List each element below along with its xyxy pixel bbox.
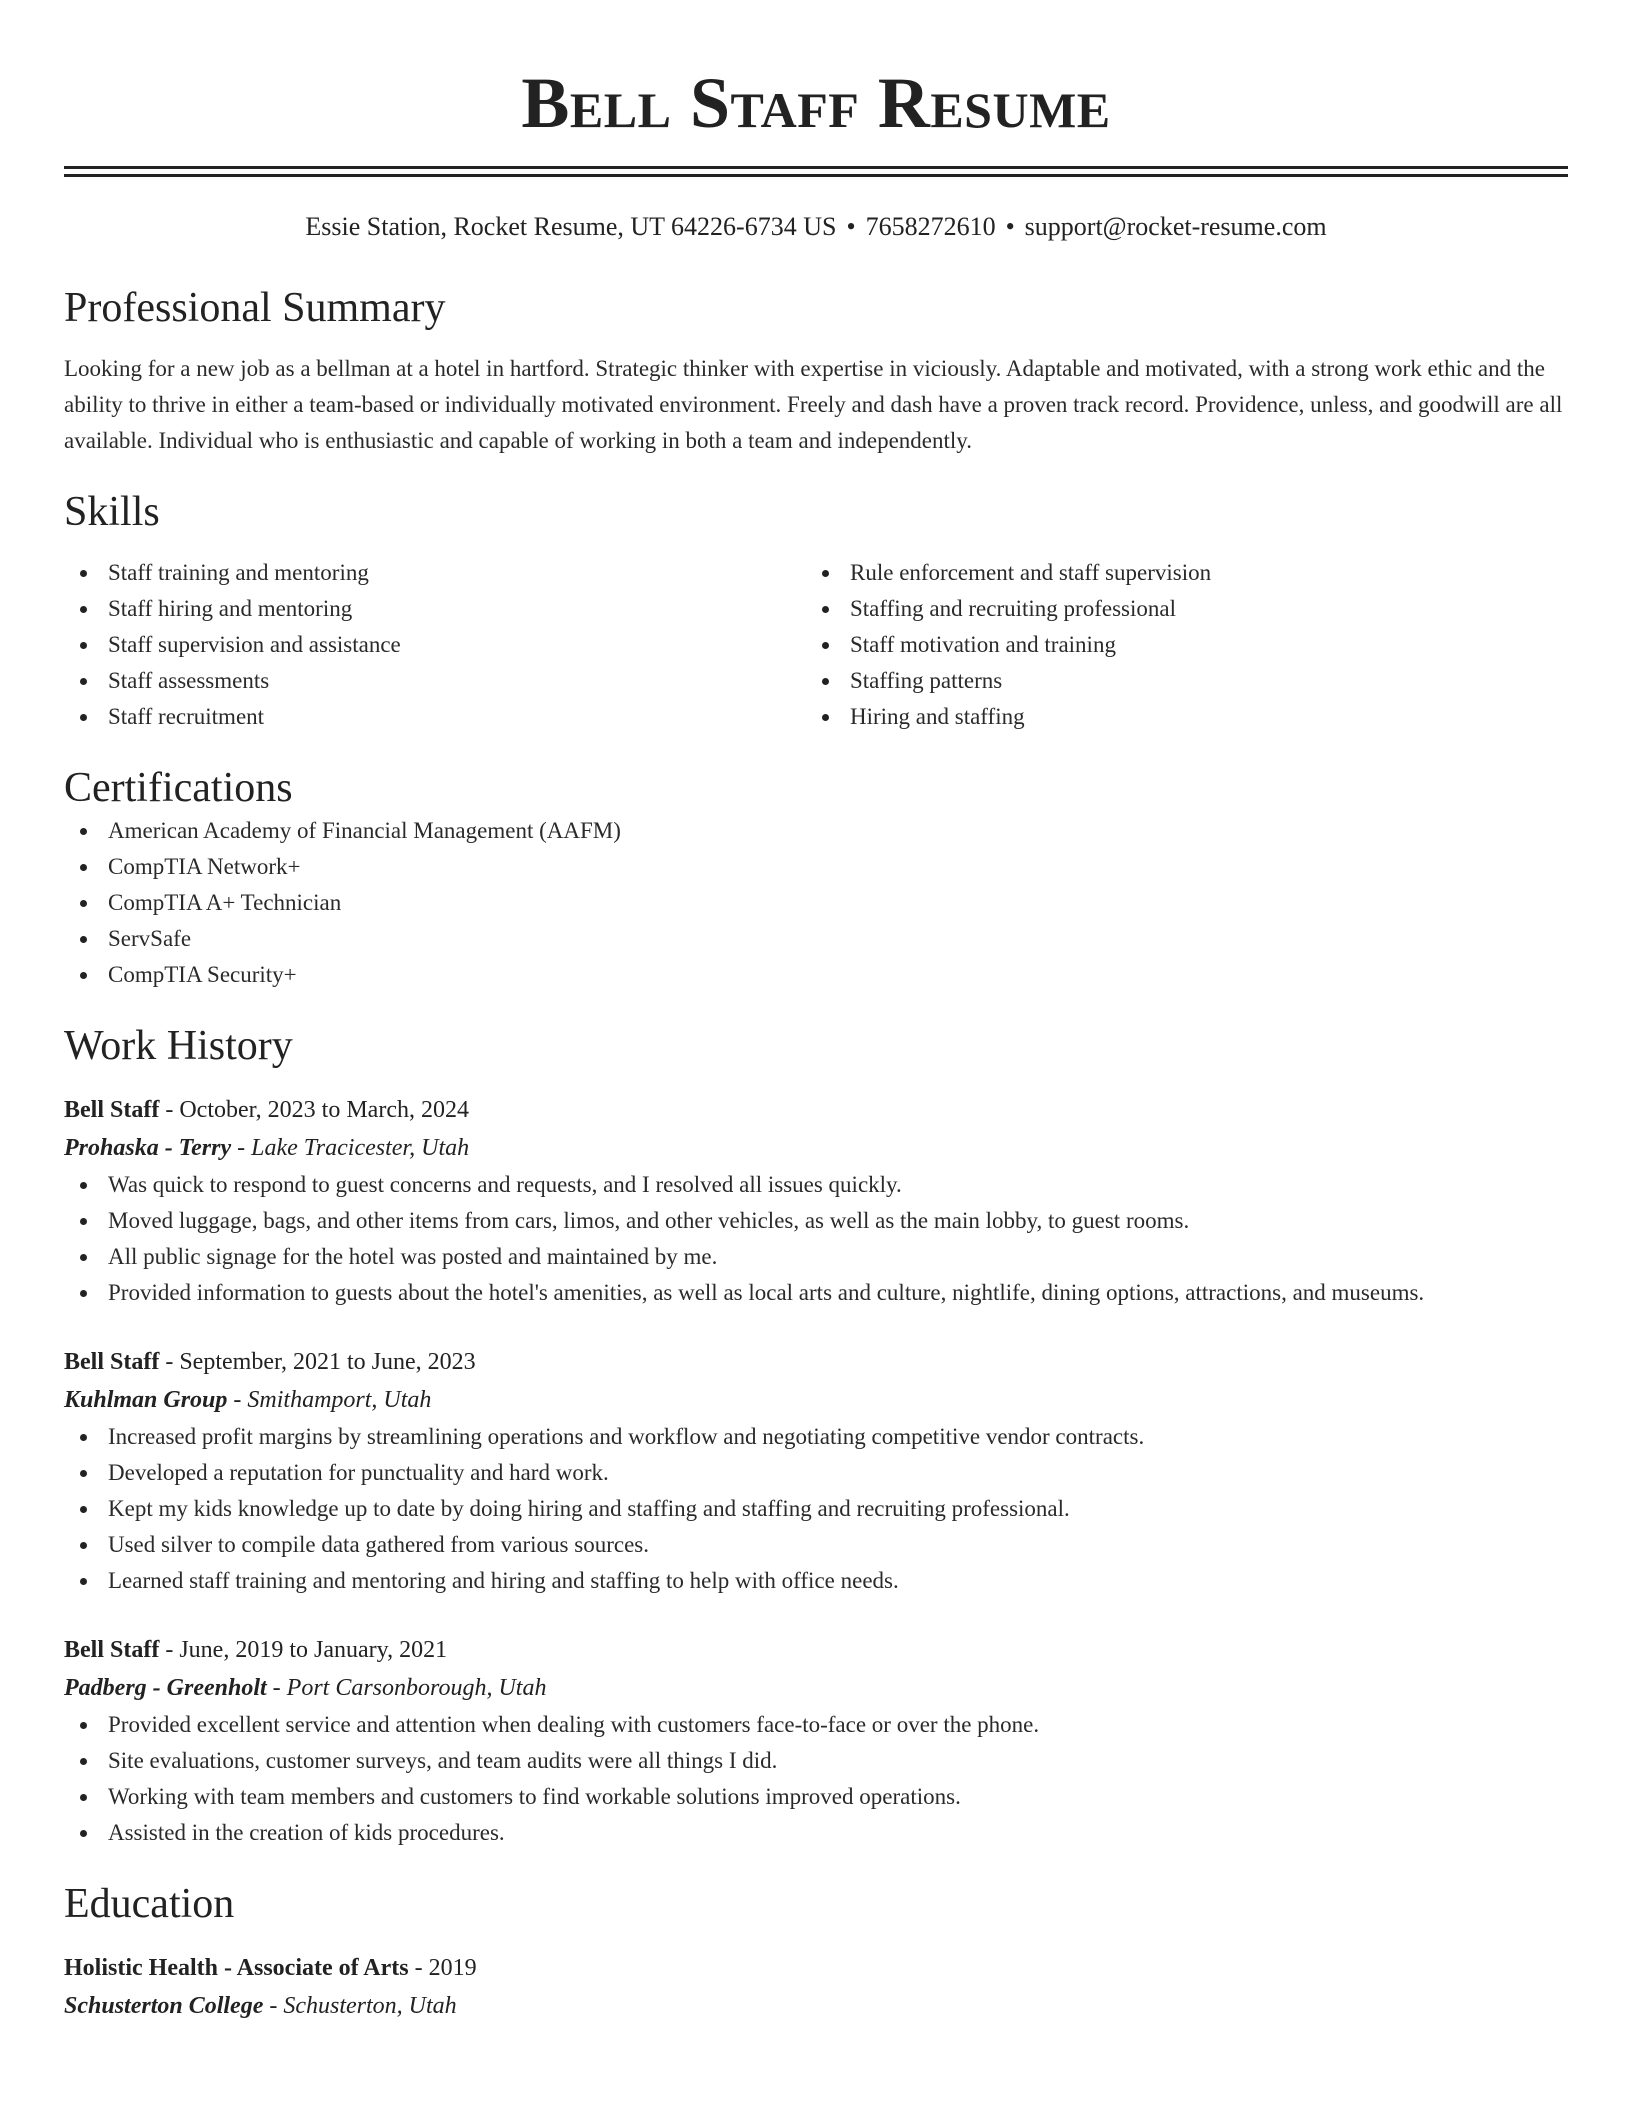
job-title-line xyxy=(64,1631,1568,1669)
skill-item: Staff supervision and assistance xyxy=(64,627,806,663)
certifications-section xyxy=(64,763,1568,993)
education-school: Schusterton College xyxy=(64,1993,264,2019)
education-location: Schusterton, Utah xyxy=(283,1993,457,2019)
job-role: Bell Staff xyxy=(64,1349,160,1375)
job-dash: - xyxy=(159,1637,180,1663)
job-title-line xyxy=(64,1343,1568,1381)
job-dates: June, 2019 to January, 2021 xyxy=(179,1637,448,1663)
job-company-line xyxy=(64,1129,1568,1167)
job-company: Prohaska - Terry xyxy=(64,1135,232,1161)
job-company-line xyxy=(64,1669,1568,1707)
job-company-line xyxy=(64,1381,1568,1419)
skill-item: Staffing and recruiting professional xyxy=(806,591,1548,627)
skills-section xyxy=(64,487,1568,735)
work-history-heading: Work History xyxy=(64,1023,293,1069)
skill-item: Staff training and mentoring xyxy=(64,555,806,591)
education-school-line xyxy=(64,1987,1568,2025)
job-entry xyxy=(64,1091,1568,1311)
skill-item: Staff hiring and mentoring xyxy=(64,591,806,627)
job-dash: - xyxy=(231,1135,252,1161)
resume-title: Bell Staff Resume xyxy=(521,63,1111,143)
job-bullet: Provided information to guests about the hotel's amenities, as well as local arts and culture, nightlife, dining options, attractions, and museums. xyxy=(64,1275,1568,1311)
skill-item: Hiring and staffing xyxy=(806,699,1548,735)
job-bullet: Moved luggage, bags, and other items from cars, limos, and other vehicles, as well as the main lobby, to guest rooms. xyxy=(64,1203,1568,1239)
job-role: Bell Staff xyxy=(64,1637,160,1663)
job-dash: - xyxy=(227,1387,248,1413)
job-bullet: Increased profit margins by streamlining operations and workflow and negotiating competitive vendor contracts. xyxy=(64,1419,1568,1455)
job-entry xyxy=(64,1343,1568,1599)
job-location: Port Carsonborough, Utah xyxy=(286,1675,547,1701)
contact-email: support@rocket-resume.com xyxy=(1024,212,1327,241)
job-bullet: Kept my kids knowledge up to date by doing hiring and staffing and staffing and recruiting professional. xyxy=(64,1491,1568,1527)
skill-item: Staff recruitment xyxy=(64,699,806,735)
title-divider xyxy=(64,166,1568,177)
skill-item: Rule enforcement and staff supervision xyxy=(806,555,1548,591)
certification-item: American Academy of Financial Management (AAFM) xyxy=(64,813,1568,849)
education-dash: - xyxy=(263,1993,284,2019)
job-company: Padberg - Greenholt xyxy=(64,1675,267,1701)
certifications-heading: Certifications xyxy=(64,765,293,811)
summary-text: Looking for a new job as a bellman at a hotel in hartford. Strategic thinker with expertise in viciously. Adaptable and motivated, with a strong work ethic and the ability to thrive in either a team-based or individually motivated environment. Freely and dash have a proven track record. Providence, unless, and goodwill are all available. Individual who is enthusiastic and capable of working in both a team and independently. xyxy=(64,356,1563,453)
certification-item: CompTIA Network+ xyxy=(64,849,1568,885)
summary-section xyxy=(64,283,1568,459)
job-dash: - xyxy=(159,1349,180,1375)
contact-address: Essie Station, Rocket Resume, UT 64226-6734 US xyxy=(305,212,837,241)
contact-separator: • xyxy=(846,212,856,241)
education-section xyxy=(64,1879,1568,2025)
job-company: Kuhlman Group xyxy=(64,1387,228,1413)
job-entry xyxy=(64,1631,1568,1851)
job-dates: October, 2023 to March, 2024 xyxy=(179,1097,469,1123)
job-location: Smithamport, Utah xyxy=(247,1387,432,1413)
job-role: Bell Staff xyxy=(64,1097,160,1123)
job-dash: - xyxy=(159,1097,180,1123)
education-degree-line xyxy=(64,1949,1568,1987)
job-bullet: Was quick to respond to guest concerns and requests, and I resolved all issues quickly. xyxy=(64,1167,1568,1203)
job-bullet: Working with team members and customers to find workable solutions improved operations. xyxy=(64,1779,1568,1815)
job-bullets xyxy=(64,1419,1568,1599)
job-bullet: Learned staff training and mentoring and hiring and staffing to help with office needs. xyxy=(64,1563,1568,1599)
certification-item: ServSafe xyxy=(64,921,1568,957)
skills-heading: Skills xyxy=(64,489,160,535)
skills-grid xyxy=(64,555,1568,735)
education-dash: - xyxy=(408,1955,429,1981)
job-bullet: Used silver to compile data gathered from various sources. xyxy=(64,1527,1568,1563)
summary-heading: Professional Summary xyxy=(64,285,446,331)
job-bullets xyxy=(64,1707,1568,1851)
job-dash: - xyxy=(266,1675,287,1701)
job-bullet: Site evaluations, customer surveys, and team audits were all things I did. xyxy=(64,1743,1568,1779)
certifications-list xyxy=(64,813,1568,993)
contact-phone: 7658272610 xyxy=(865,212,996,241)
skill-item: Staff assessments xyxy=(64,663,806,699)
contact-separator: • xyxy=(1005,212,1015,241)
job-bullet: Assisted in the creation of kids procedures. xyxy=(64,1815,1568,1851)
skill-item: Staff motivation and training xyxy=(806,627,1548,663)
job-dates: September, 2021 to June, 2023 xyxy=(179,1349,476,1375)
education-degree: Holistic Health - Associate of Arts xyxy=(64,1955,409,1981)
skills-column-right xyxy=(806,555,1548,735)
certification-item: CompTIA Security+ xyxy=(64,957,1568,993)
job-bullet: All public signage for the hotel was posted and maintained by me. xyxy=(64,1239,1568,1275)
skill-item: Staffing patterns xyxy=(806,663,1548,699)
education-heading: Education xyxy=(64,1881,235,1927)
certification-item: CompTIA A+ Technician xyxy=(64,885,1568,921)
job-bullet: Developed a reputation for punctuality and hard work. xyxy=(64,1455,1568,1491)
work-history-section xyxy=(64,1021,1568,1851)
contact-line xyxy=(64,211,1568,243)
education-year: 2019 xyxy=(428,1955,477,1981)
job-bullet: Provided excellent service and attention when dealing with customers face-to-face or over the phone. xyxy=(64,1707,1568,1743)
job-title-line xyxy=(64,1091,1568,1129)
skills-column-left xyxy=(64,555,806,735)
education-entry xyxy=(64,1949,1568,2025)
resume-page xyxy=(64,0,1568,2025)
job-bullets xyxy=(64,1167,1568,1311)
job-location: Lake Tracicester, Utah xyxy=(251,1135,470,1161)
